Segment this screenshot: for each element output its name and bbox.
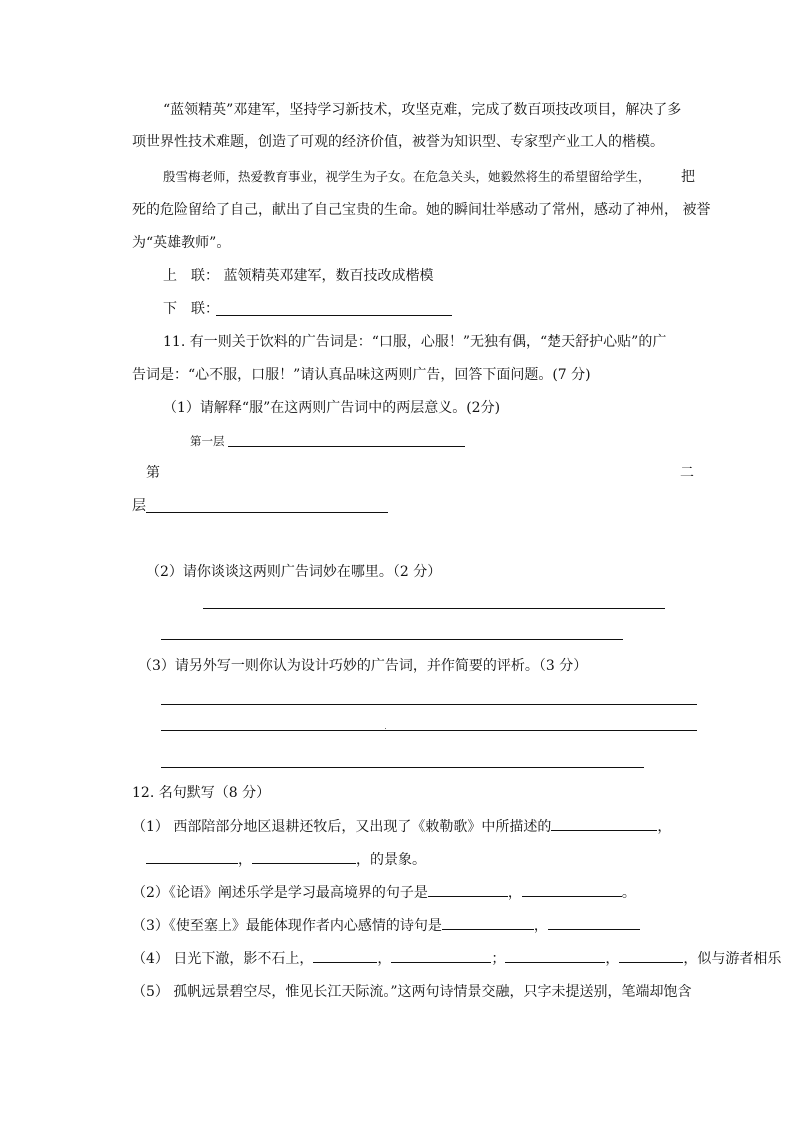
para2-line3: 为“英雄教师”。 <box>132 235 231 251</box>
para2-line2: 死的危险留给了自己，献出了自己宝贵的生命。她的瞬间壮举感动了常州，感动了神州， 被誉 <box>132 202 711 218</box>
stray-dot <box>385 728 386 729</box>
q12-item2-blank-1[interactable] <box>428 882 508 897</box>
q12-item2-text: （2）《论语》阐述乐学是学习最高境界的句子是 <box>132 885 428 901</box>
para2-line1-end: 把 <box>681 169 695 185</box>
q12-item4-blank-1[interactable] <box>313 948 377 963</box>
q12-item1-text: （1） 西部陪部分地区退耕还牧后，又出现了《敕勒歌》中所描述的 <box>132 819 552 835</box>
q11-sub3-answer-line-3[interactable] <box>161 767 644 768</box>
couplet-lower <box>163 299 219 319</box>
q12-item4-text: （4） 日光下澈，影不石上， <box>132 951 314 967</box>
q12-item1-blank-1[interactable] <box>551 816 657 831</box>
q12-item1-mid: ， <box>238 852 252 868</box>
couplet-lower-blank[interactable] <box>216 315 452 316</box>
couplet-upper-text: 蓝领精英邓建军，数百技改成楷模 <box>223 268 434 284</box>
q12-title: 12. 名句默写（8 分） <box>132 785 271 801</box>
q11-layer2-part3: 层 <box>132 498 146 514</box>
q12-item1-comma: ， <box>657 819 672 835</box>
q11-sub3-answer-line-2[interactable] <box>161 730 697 731</box>
q11-layer2-blank[interactable] <box>146 512 388 513</box>
q11-layer1-label: 第一层 <box>190 434 225 448</box>
q12-item2 <box>132 882 636 903</box>
q11-layer2-part2: 二 <box>680 465 694 481</box>
para1-line2: 项世界性技术难题，创造了可观的经济价值，被誉为知识型、专家型产业工人的楷模。 <box>132 134 664 150</box>
q11-layer2-part1: 第 <box>146 465 160 481</box>
couplet-lower-label: 下 联： <box>163 301 219 317</box>
q11-line2: 告词是：“心不服，口服！”请认真品味这两则广告，回答下面问题。(7 分) <box>132 367 591 383</box>
q12-item4 <box>132 948 781 969</box>
q12-item4-sep-2: ； <box>491 951 506 967</box>
q11-sub3: （3）请另外写一则你认为设计巧妙的广告词，并作简要的评析。（3 分） <box>138 658 588 674</box>
q11-sub2-answer-line-2[interactable] <box>161 639 623 640</box>
q11-sub1: （1）请解释“服”在这两则广告词中的两层意义。(2分) <box>163 400 501 416</box>
couplet-upper <box>163 266 433 286</box>
q12-item4-sep-1: ， <box>377 951 392 967</box>
q11-sub2-answer-line-1[interactable] <box>203 608 665 609</box>
q12-item3-text: （3）《使至塞上》最能体现作者内心感情的诗句是 <box>132 918 442 934</box>
q12-item4-blank-4[interactable] <box>619 948 683 963</box>
q12-item1-blank-2[interactable] <box>146 849 238 864</box>
q12-item1-blank-3[interactable] <box>252 849 356 864</box>
q11-layer1-blank[interactable] <box>228 446 465 447</box>
q12-item1-line1 <box>132 816 671 837</box>
para1-line1: “蓝领精英”邓建军，坚持学习新技术，攻坚克难，完成了数百项技改项目，解决了多 <box>163 102 682 118</box>
q12-item3-blank-1[interactable] <box>442 915 534 930</box>
q12-item3-blank-2[interactable] <box>548 915 640 930</box>
q12-item2-end: 。 <box>621 885 636 901</box>
q12-item3-mid: ， <box>533 918 548 934</box>
q12-item2-blank-2[interactable] <box>522 882 622 897</box>
couplet-upper-label: 上 联： <box>163 268 219 284</box>
q12-item4-end: ，似与游者相乐 <box>683 951 782 967</box>
q12-item1-end: ，的景象。 <box>356 852 426 868</box>
q12-item2-mid: ， <box>507 885 522 901</box>
q11-sub3-answer-line-1[interactable] <box>161 704 697 705</box>
q12-item4-blank-2[interactable] <box>391 948 491 963</box>
q12-item4-sep-3: ， <box>605 951 620 967</box>
q12-item4-blank-3[interactable] <box>505 948 605 963</box>
q12-item3 <box>132 915 640 936</box>
q11-sub2: （2）请你谈谈这两则广告词妙在哪里。（2 分） <box>146 564 442 580</box>
q12-item5: （5） 孤帆远景碧空尽，惟见长江天际流。”这两句诗情景交融，只字未提送别，笔端却饱含 <box>132 984 692 1000</box>
q12-item1-line2 <box>146 849 426 870</box>
q11-line1: 11. 有一则关于饮料的广告词是：“口服，心服！”无独有偶，“楚天舒护心贴”的广 <box>163 334 667 350</box>
para2-line1: 殷雪梅老师，热爱教育事业，视学生为子女。在危急关头，她毅然将生的希望留给学生， <box>163 169 651 184</box>
